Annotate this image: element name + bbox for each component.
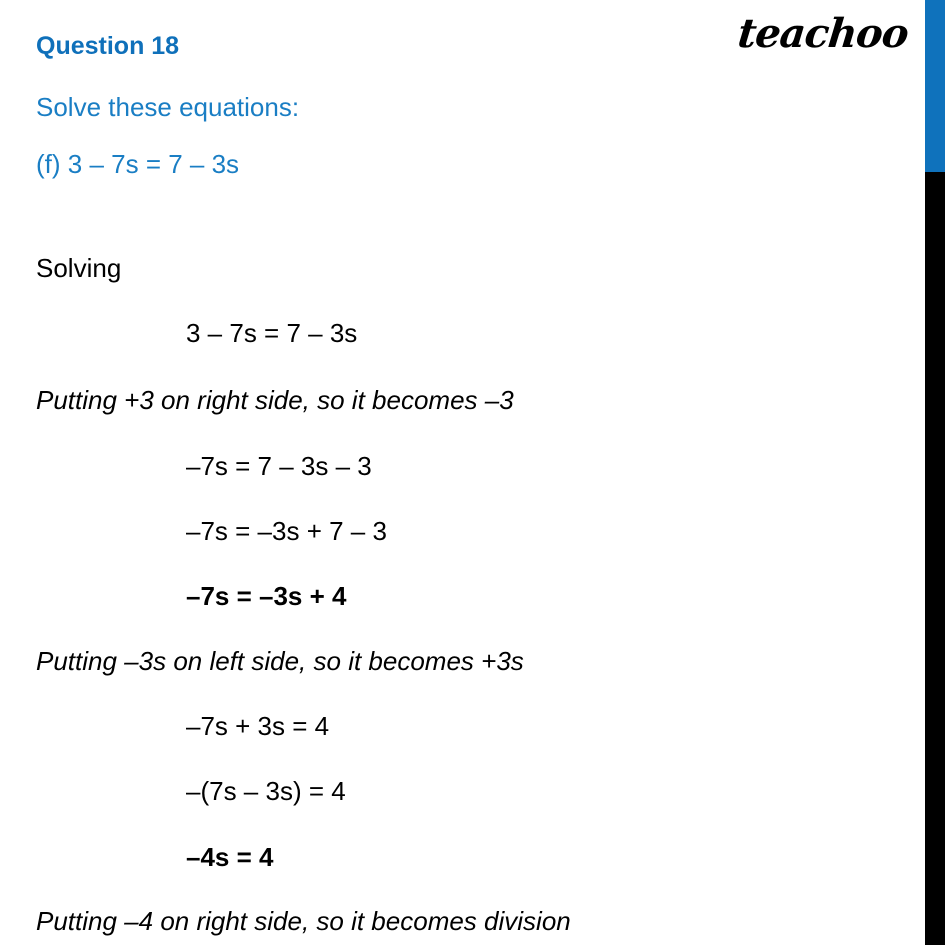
- step-equation-6: –(7s – 3s) = 4: [186, 776, 346, 806]
- right-edge-bar-black: [925, 172, 945, 945]
- right-edge-bar-blue: [925, 0, 945, 172]
- step-equation-5: –7s + 3s = 4: [186, 711, 330, 741]
- step-note-2: Putting –3s on left side, so it becomes +3s: [36, 646, 524, 676]
- page-title: Question 18: [36, 32, 180, 60]
- solving-heading: Solving: [36, 253, 122, 283]
- step-equation-3: –7s = –3s + 7 – 3: [186, 516, 387, 546]
- step-equation-7-result: –4s = 4: [186, 842, 274, 872]
- step-equation-4-result: –7s = –3s + 4: [186, 581, 347, 611]
- question-part-f: (f) 3 – 7s = 7 – 3s: [36, 149, 240, 179]
- step-note-1: Putting +3 on right side, so it becomes –3: [36, 385, 514, 415]
- teachoo-logo: teachoo: [735, 10, 911, 57]
- step-equation-2: –7s = 7 – 3s – 3: [186, 451, 372, 481]
- question-instruction: Solve these equations:: [36, 92, 300, 122]
- step-note-3: Putting –4 on right side, so it becomes division: [36, 906, 571, 936]
- step-equation-1: 3 – 7s = 7 – 3s: [186, 318, 358, 348]
